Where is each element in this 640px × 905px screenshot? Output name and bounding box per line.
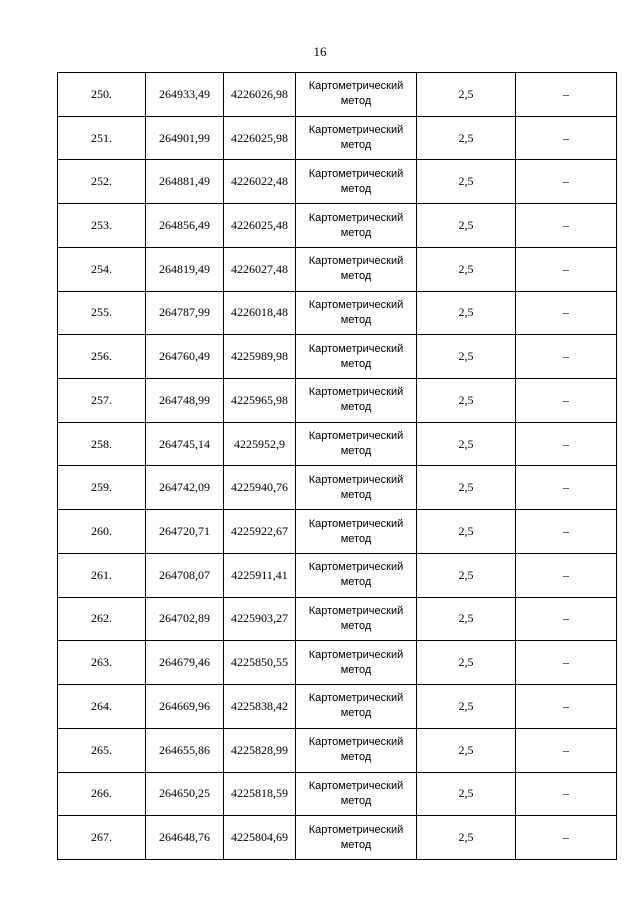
y-coordinate-cell: 4226025,98: [224, 116, 296, 160]
note-cell: –: [516, 291, 617, 335]
y-coordinate-cell: 4225965,98: [224, 379, 296, 423]
table-row: [58, 553, 617, 597]
method-line-2: метод: [340, 357, 372, 370]
method-line-2: метод: [340, 619, 372, 632]
y-coordinate-cell: 4225903,27: [224, 597, 296, 641]
y-coordinate-cell: 4225922,67: [224, 510, 296, 554]
method-line-2: метод: [340, 751, 372, 764]
method-line-1: Картометрический: [308, 561, 404, 574]
accuracy-cell: 2,5: [417, 291, 516, 335]
page-number: 16: [313, 44, 327, 59]
note-cell: –: [516, 510, 617, 554]
x-coordinate-cell: 264708,07: [146, 553, 224, 597]
x-coordinate-cell: 264679,46: [146, 641, 224, 685]
note-cell: –: [516, 379, 617, 423]
method-line-2: метод: [340, 401, 372, 414]
method-line-1: Картометрический: [308, 298, 404, 311]
point-number-cell: 253.: [58, 204, 146, 248]
method-cell: [296, 73, 417, 117]
accuracy-cell: 2,5: [417, 816, 516, 860]
x-coordinate-cell: 264745,14: [146, 422, 224, 466]
x-coordinate-cell: 264648,76: [146, 816, 224, 860]
method-cell: [296, 728, 417, 772]
point-number-cell: 257.: [58, 379, 146, 423]
method-line-2: метод: [340, 313, 372, 326]
method-cell: [296, 335, 417, 379]
y-coordinate-cell: 4226027,48: [224, 247, 296, 291]
y-coordinate-cell: 4225952,9: [224, 422, 296, 466]
note-cell: –: [516, 116, 617, 160]
method-line-1: Картометрический: [308, 517, 404, 530]
y-coordinate-cell: 4225989,98: [224, 335, 296, 379]
accuracy-cell: 2,5: [417, 553, 516, 597]
method-line-2: метод: [340, 95, 372, 108]
method-cell: [296, 510, 417, 554]
x-coordinate-cell: 264933,49: [146, 73, 224, 117]
method-line-1: Картометрический: [308, 736, 404, 749]
table-row: [58, 73, 617, 117]
method-line-2: метод: [340, 838, 372, 851]
table-row: [58, 335, 617, 379]
table-body: [58, 73, 617, 860]
point-number-cell: 251.: [58, 116, 146, 160]
table-row: [58, 247, 617, 291]
point-number-cell: 265.: [58, 728, 146, 772]
y-coordinate-cell: 4226025,48: [224, 204, 296, 248]
method-cell: [296, 597, 417, 641]
point-number-cell: 267.: [58, 816, 146, 860]
x-coordinate-cell: 264856,49: [146, 204, 224, 248]
point-number-cell: 250.: [58, 73, 146, 117]
method-cell: [296, 553, 417, 597]
x-coordinate-cell: 264655,86: [146, 728, 224, 772]
accuracy-cell: 2,5: [417, 116, 516, 160]
x-coordinate-cell: 264748,99: [146, 379, 224, 423]
method-line-1: Картометрический: [308, 342, 404, 355]
note-cell: –: [516, 816, 617, 860]
y-coordinate-cell: 4226026,98: [224, 73, 296, 117]
method-cell: [296, 204, 417, 248]
method-line-2: метод: [340, 707, 372, 720]
method-line-1: Картометрический: [308, 255, 404, 268]
table-row: [58, 422, 617, 466]
note-cell: –: [516, 160, 617, 204]
y-coordinate-cell: 4225838,42: [224, 685, 296, 729]
accuracy-cell: 2,5: [417, 466, 516, 510]
table-row: [58, 204, 617, 248]
method-line-1: Картометрический: [308, 648, 404, 661]
table-row: [58, 728, 617, 772]
note-cell: –: [516, 73, 617, 117]
y-coordinate-cell: 4225850,55: [224, 641, 296, 685]
y-coordinate-cell: 4226022,48: [224, 160, 296, 204]
method-line-1: Картометрический: [308, 80, 404, 93]
method-line-2: метод: [340, 445, 372, 458]
point-number-cell: 264.: [58, 685, 146, 729]
point-number-cell: 260.: [58, 510, 146, 554]
point-number-cell: 263.: [58, 641, 146, 685]
method-cell: [296, 422, 417, 466]
method-line-1: Картометрический: [308, 604, 404, 617]
method-cell: [296, 291, 417, 335]
method-cell: [296, 641, 417, 685]
x-coordinate-cell: 264760,49: [146, 335, 224, 379]
point-number-cell: 261.: [58, 553, 146, 597]
y-coordinate-cell: 4225818,59: [224, 772, 296, 816]
method-line-2: метод: [340, 663, 372, 676]
point-number-cell: 262.: [58, 597, 146, 641]
note-cell: –: [516, 685, 617, 729]
method-cell: [296, 247, 417, 291]
table-row: [58, 685, 617, 729]
point-number-cell: 258.: [58, 422, 146, 466]
x-coordinate-cell: 264669,96: [146, 685, 224, 729]
method-line-1: Картометрический: [308, 473, 404, 486]
method-line-2: метод: [340, 532, 372, 545]
accuracy-cell: 2,5: [417, 641, 516, 685]
note-cell: –: [516, 641, 617, 685]
method-line-1: Картометрический: [308, 779, 404, 792]
method-line-1: Картометрический: [308, 386, 404, 399]
method-cell: [296, 379, 417, 423]
table-row: [58, 510, 617, 554]
x-coordinate-cell: 264742,09: [146, 466, 224, 510]
accuracy-cell: 2,5: [417, 422, 516, 466]
table-row: [58, 597, 617, 641]
method-line-1: Картометрический: [308, 430, 404, 443]
y-coordinate-cell: 4225804,69: [224, 816, 296, 860]
method-line-1: Картометрический: [308, 823, 404, 836]
method-cell: [296, 772, 417, 816]
table-row: [58, 466, 617, 510]
accuracy-cell: 2,5: [417, 73, 516, 117]
method-line-2: метод: [340, 794, 372, 807]
point-number-cell: 266.: [58, 772, 146, 816]
table-row: [58, 379, 617, 423]
table-row: [58, 160, 617, 204]
note-cell: –: [516, 553, 617, 597]
point-number-cell: 252.: [58, 160, 146, 204]
x-coordinate-cell: 264881,49: [146, 160, 224, 204]
point-number-cell: 254.: [58, 247, 146, 291]
table-row: [58, 641, 617, 685]
table-row: [58, 816, 617, 860]
x-coordinate-cell: 264650,25: [146, 772, 224, 816]
point-number-cell: 256.: [58, 335, 146, 379]
method-line-2: метод: [340, 270, 372, 283]
accuracy-cell: 2,5: [417, 510, 516, 554]
method-line-2: метод: [340, 488, 372, 501]
accuracy-cell: 2,5: [417, 379, 516, 423]
note-cell: –: [516, 204, 617, 248]
method-line-1: Картометрический: [308, 167, 404, 180]
x-coordinate-cell: 264901,99: [146, 116, 224, 160]
note-cell: –: [516, 728, 617, 772]
accuracy-cell: 2,5: [417, 728, 516, 772]
point-number-cell: 259.: [58, 466, 146, 510]
accuracy-cell: 2,5: [417, 772, 516, 816]
method-cell: [296, 685, 417, 729]
method-cell: [296, 816, 417, 860]
method-cell: [296, 466, 417, 510]
accuracy-cell: 2,5: [417, 685, 516, 729]
note-cell: –: [516, 247, 617, 291]
x-coordinate-cell: 264720,71: [146, 510, 224, 554]
x-coordinate-cell: 264787,99: [146, 291, 224, 335]
y-coordinate-cell: 4225828,99: [224, 728, 296, 772]
note-cell: –: [516, 597, 617, 641]
x-coordinate-cell: 264819,49: [146, 247, 224, 291]
note-cell: –: [516, 466, 617, 510]
method-line-1: Картометрический: [308, 211, 404, 224]
x-coordinate-cell: 264702,89: [146, 597, 224, 641]
note-cell: –: [516, 772, 617, 816]
table-row: [58, 116, 617, 160]
method-line-2: метод: [340, 182, 372, 195]
accuracy-cell: 2,5: [417, 335, 516, 379]
method-line-2: метод: [340, 226, 372, 239]
method-line-2: метод: [340, 576, 372, 589]
method-cell: [296, 116, 417, 160]
method-line-1: Картометрический: [308, 124, 404, 137]
y-coordinate-cell: 4225940,76: [224, 466, 296, 510]
accuracy-cell: 2,5: [417, 204, 516, 248]
method-cell: [296, 160, 417, 204]
y-coordinate-cell: 4225911,41: [224, 553, 296, 597]
method-line-2: метод: [340, 139, 372, 152]
y-coordinate-cell: 4226018,48: [224, 291, 296, 335]
note-cell: –: [516, 422, 617, 466]
note-cell: –: [516, 335, 617, 379]
method-line-1: Картометрический: [308, 692, 404, 705]
accuracy-cell: 2,5: [417, 597, 516, 641]
accuracy-cell: 2,5: [417, 247, 516, 291]
accuracy-cell: 2,5: [417, 160, 516, 204]
point-number-cell: 255.: [58, 291, 146, 335]
coordinates-table: [57, 72, 617, 860]
table-row: [58, 772, 617, 816]
table-row: [58, 291, 617, 335]
